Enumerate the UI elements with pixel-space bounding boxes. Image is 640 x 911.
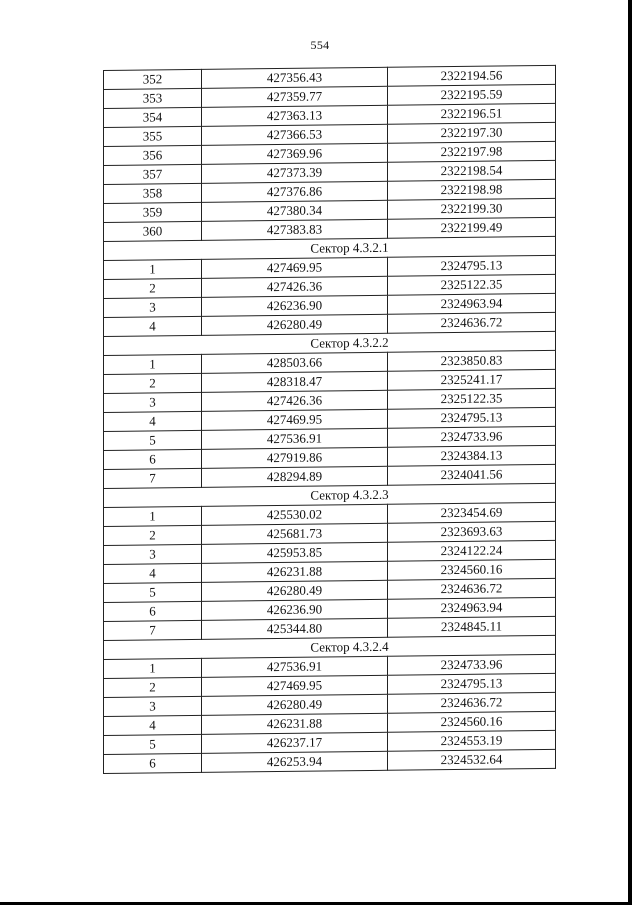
x-coordinate-cell: 428503.66 bbox=[202, 352, 388, 373]
y-coordinate-cell: 2324845.11 bbox=[388, 616, 556, 637]
point-number-cell: 6 bbox=[104, 449, 202, 469]
y-coordinate-cell: 2324560.16 bbox=[388, 711, 556, 732]
x-coordinate-cell: 427383.83 bbox=[202, 219, 388, 240]
x-coordinate-cell: 428294.89 bbox=[202, 466, 388, 487]
y-coordinate-cell: 2322198.98 bbox=[388, 179, 556, 200]
point-number-cell: 4 bbox=[104, 715, 202, 735]
point-number-cell: 5 bbox=[104, 734, 202, 754]
y-coordinate-cell: 2322195.59 bbox=[388, 84, 556, 105]
y-coordinate-cell: 2324963.94 bbox=[388, 293, 556, 314]
point-number-cell: 360 bbox=[104, 221, 202, 241]
point-number-cell: 4 bbox=[104, 411, 202, 431]
point-number-cell: 1 bbox=[104, 658, 202, 678]
y-coordinate-cell: 2322194.56 bbox=[388, 65, 556, 86]
sector-label: Сектор 4.3.2.1 bbox=[104, 236, 556, 260]
coordinates-table-body bbox=[104, 65, 556, 773]
point-number-cell: 359 bbox=[104, 202, 202, 222]
y-coordinate-cell: 2323693.63 bbox=[388, 521, 556, 542]
point-number-cell: 2 bbox=[104, 373, 202, 393]
x-coordinate-cell: 427469.95 bbox=[202, 409, 388, 430]
x-coordinate-cell: 425681.73 bbox=[202, 523, 388, 544]
y-coordinate-cell: 2322199.49 bbox=[388, 217, 556, 238]
point-number-cell: 3 bbox=[104, 297, 202, 317]
y-coordinate-cell: 2323850.83 bbox=[388, 350, 556, 371]
point-number-cell: 355 bbox=[104, 126, 202, 146]
page-number: 554 bbox=[310, 38, 330, 52]
x-coordinate-cell: 427536.91 bbox=[202, 428, 388, 449]
x-coordinate-cell: 425953.85 bbox=[202, 542, 388, 563]
y-coordinate-cell: 2324532.64 bbox=[388, 749, 556, 770]
y-coordinate-cell: 2322197.30 bbox=[388, 122, 556, 143]
point-number-cell: 1 bbox=[104, 506, 202, 526]
y-coordinate-cell: 2322197.98 bbox=[388, 141, 556, 162]
y-coordinate-cell: 2325122.35 bbox=[388, 388, 556, 409]
x-coordinate-cell: 426231.88 bbox=[202, 561, 388, 582]
point-number-cell: 357 bbox=[104, 164, 202, 184]
point-number-cell: 7 bbox=[104, 468, 202, 488]
y-coordinate-cell: 2324560.16 bbox=[388, 559, 556, 580]
point-number-cell: 5 bbox=[104, 430, 202, 450]
x-coordinate-cell: 427380.34 bbox=[202, 200, 388, 221]
point-number-cell: 356 bbox=[104, 145, 202, 165]
point-number-cell: 353 bbox=[104, 88, 202, 108]
y-coordinate-cell: 2324795.13 bbox=[388, 673, 556, 694]
sector-label: Сектор 4.3.2.3 bbox=[104, 483, 556, 507]
sector-label: Сектор 4.3.2.4 bbox=[104, 635, 556, 659]
x-coordinate-cell: 426236.90 bbox=[202, 295, 388, 316]
x-coordinate-cell: 426231.88 bbox=[202, 713, 388, 734]
y-coordinate-cell: 2322199.30 bbox=[388, 198, 556, 219]
point-number-cell: 3 bbox=[104, 544, 202, 564]
x-coordinate-cell: 426253.94 bbox=[202, 751, 388, 772]
y-coordinate-cell: 2324963.94 bbox=[388, 597, 556, 618]
x-coordinate-cell: 427359.77 bbox=[202, 86, 388, 107]
x-coordinate-cell: 428318.47 bbox=[202, 371, 388, 392]
x-coordinate-cell: 427426.36 bbox=[202, 390, 388, 411]
x-coordinate-cell: 426237.17 bbox=[202, 732, 388, 753]
sector-label: Сектор 4.3.2.2 bbox=[104, 331, 556, 355]
x-coordinate-cell: 427426.36 bbox=[202, 276, 388, 297]
point-number-cell: 6 bbox=[104, 601, 202, 621]
y-coordinate-cell: 2324041.56 bbox=[388, 464, 556, 485]
point-number-cell: 3 bbox=[104, 392, 202, 412]
x-coordinate-cell: 427363.13 bbox=[202, 105, 388, 126]
x-coordinate-cell: 427366.53 bbox=[202, 124, 388, 145]
point-number-cell: 7 bbox=[104, 620, 202, 640]
x-coordinate-cell: 426236.90 bbox=[202, 599, 388, 620]
point-number-cell: 1 bbox=[104, 259, 202, 279]
x-coordinate-cell: 427376.86 bbox=[202, 181, 388, 202]
point-number-cell: 358 bbox=[104, 183, 202, 203]
x-coordinate-cell: 427356.43 bbox=[202, 67, 388, 88]
y-coordinate-cell: 2324733.96 bbox=[388, 426, 556, 447]
y-coordinate-cell: 2324122.24 bbox=[388, 540, 556, 561]
y-coordinate-cell: 2323454.69 bbox=[388, 502, 556, 523]
x-coordinate-cell: 427536.91 bbox=[202, 656, 388, 677]
y-coordinate-cell: 2324636.72 bbox=[388, 692, 556, 713]
x-coordinate-cell: 426280.49 bbox=[202, 314, 388, 335]
y-coordinate-cell: 2324636.72 bbox=[388, 578, 556, 599]
point-number-cell: 1 bbox=[104, 354, 202, 374]
point-number-cell: 2 bbox=[104, 278, 202, 298]
point-number-cell: 4 bbox=[104, 563, 202, 583]
y-coordinate-cell: 2324733.96 bbox=[388, 654, 556, 675]
y-coordinate-cell: 2325122.35 bbox=[388, 274, 556, 295]
point-number-cell: 2 bbox=[104, 525, 202, 545]
x-coordinate-cell: 427469.95 bbox=[202, 675, 388, 696]
y-coordinate-cell: 2324636.72 bbox=[388, 312, 556, 333]
y-coordinate-cell: 2324384.13 bbox=[388, 445, 556, 466]
x-coordinate-cell: 427369.96 bbox=[202, 143, 388, 164]
point-number-cell: 354 bbox=[104, 107, 202, 127]
coordinates-table bbox=[103, 65, 556, 774]
x-coordinate-cell: 427373.39 bbox=[202, 162, 388, 183]
x-coordinate-cell: 425530.02 bbox=[202, 504, 388, 525]
y-coordinate-cell: 2322198.54 bbox=[388, 160, 556, 181]
x-coordinate-cell: 427469.95 bbox=[202, 257, 388, 278]
y-coordinate-cell: 2324795.13 bbox=[388, 407, 556, 428]
y-coordinate-cell: 2325241.17 bbox=[388, 369, 556, 390]
point-number-cell: 6 bbox=[104, 753, 202, 773]
x-coordinate-cell: 426280.49 bbox=[202, 580, 388, 601]
y-coordinate-cell: 2322196.51 bbox=[388, 103, 556, 124]
point-number-cell: 5 bbox=[104, 582, 202, 602]
x-coordinate-cell: 425344.80 bbox=[202, 618, 388, 639]
x-coordinate-cell: 426280.49 bbox=[202, 694, 388, 715]
point-number-cell: 352 bbox=[104, 69, 202, 89]
table-row bbox=[104, 749, 556, 773]
point-number-cell: 3 bbox=[104, 696, 202, 716]
x-coordinate-cell: 427919.86 bbox=[202, 447, 388, 468]
y-coordinate-cell: 2324795.13 bbox=[388, 255, 556, 276]
point-number-cell: 2 bbox=[104, 677, 202, 697]
y-coordinate-cell: 2324553.19 bbox=[388, 730, 556, 751]
point-number-cell: 4 bbox=[104, 316, 202, 336]
